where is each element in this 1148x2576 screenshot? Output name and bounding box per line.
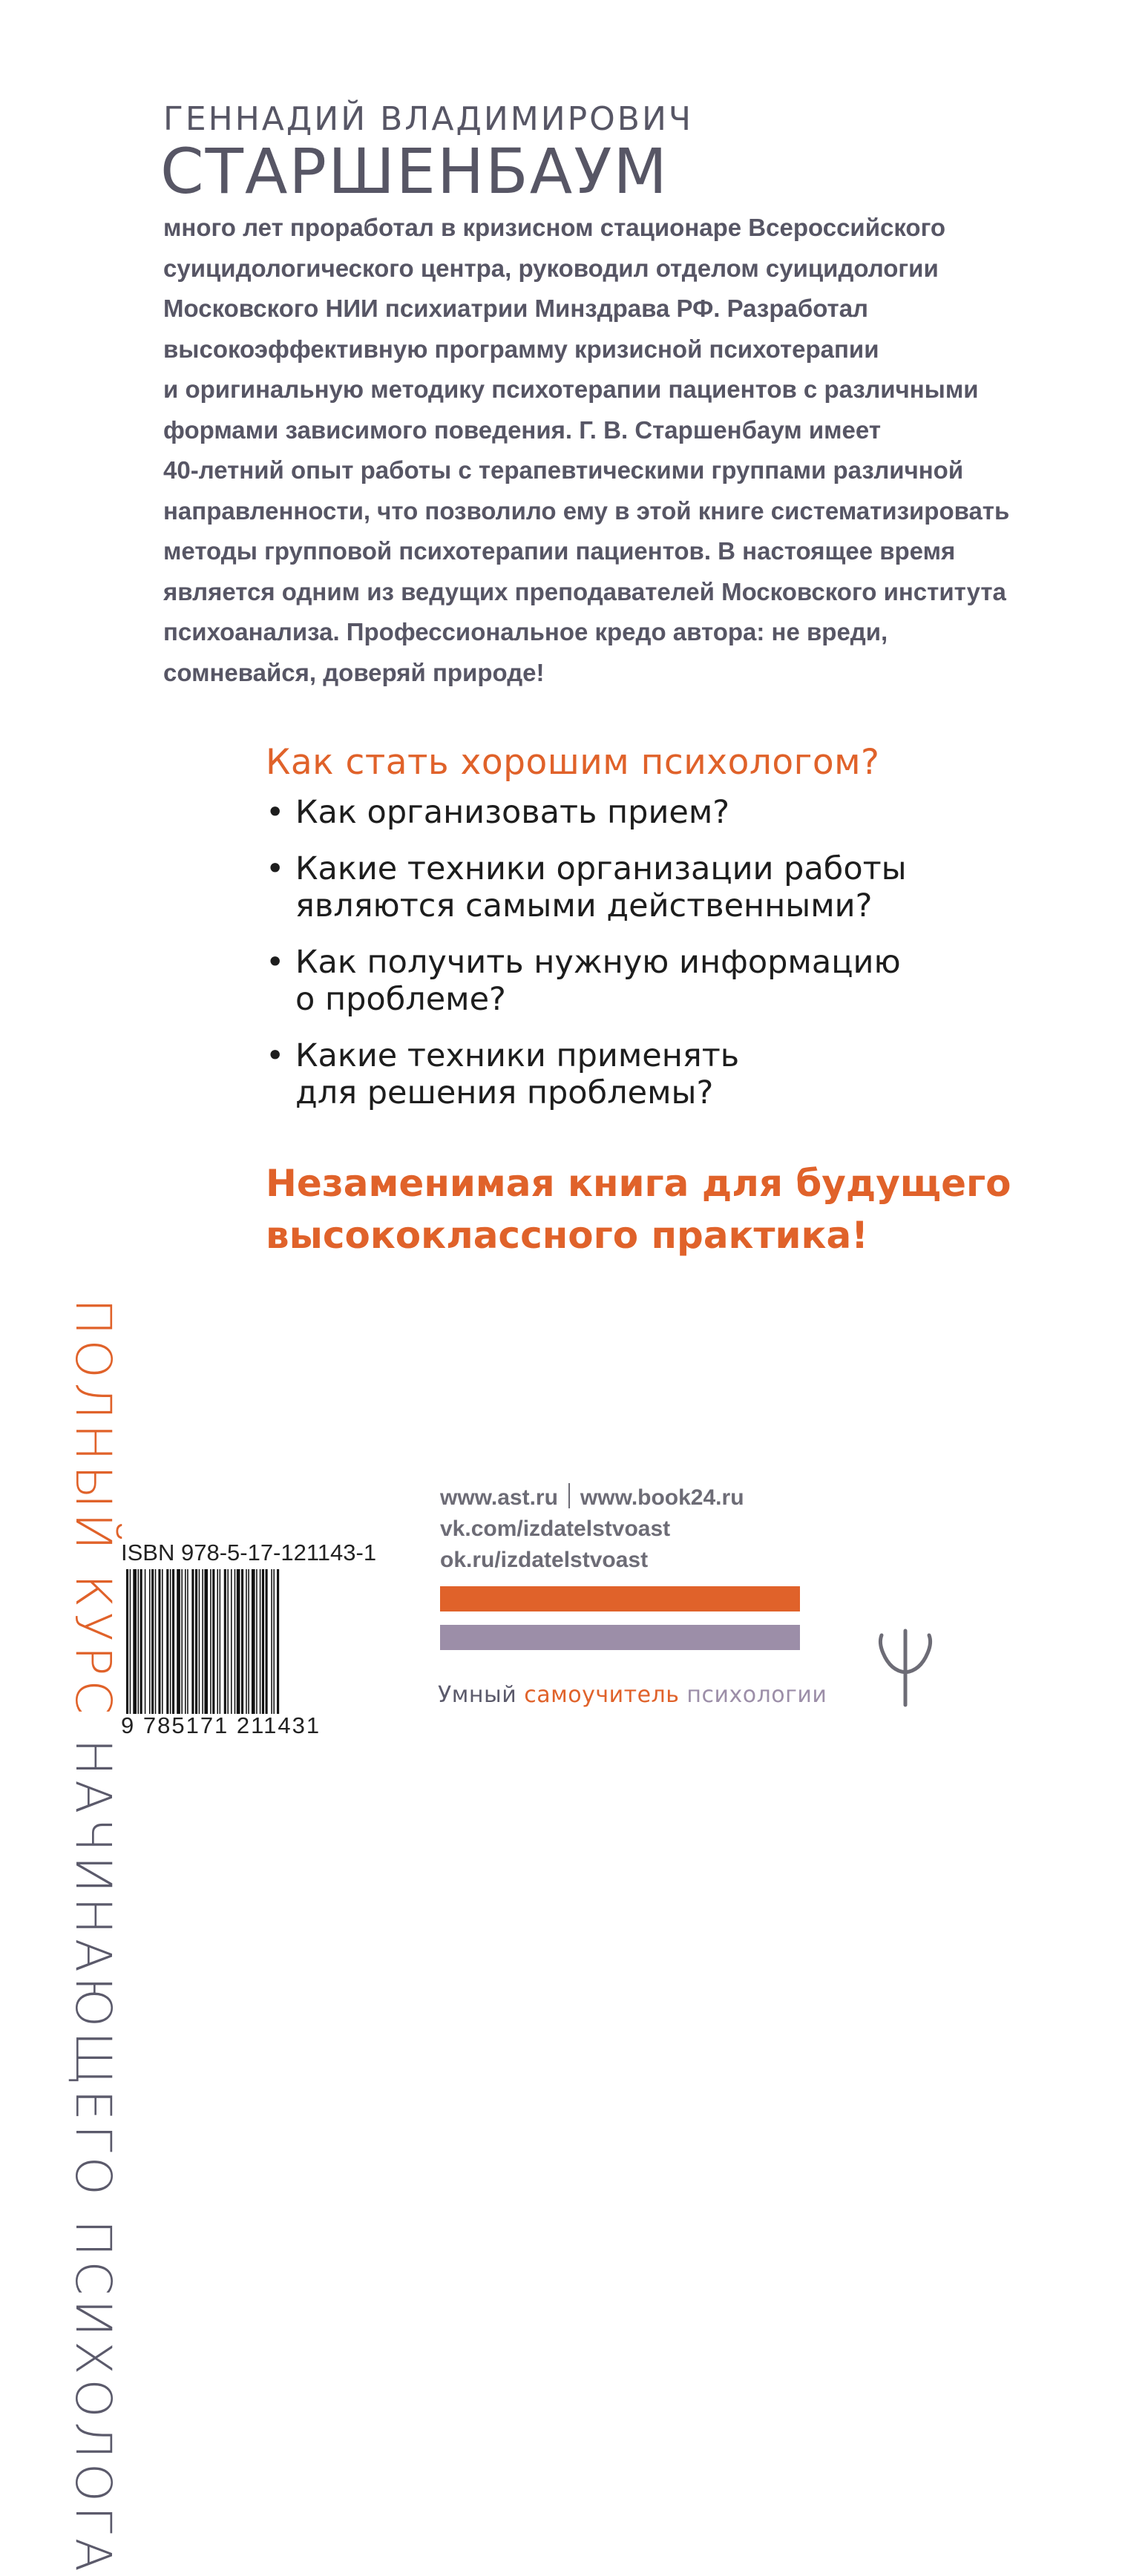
psi-icon <box>876 1625 935 1710</box>
bullet-text-cont: являются самыми действенными? <box>295 887 873 924</box>
bio-line: методы групповой психотерапии пациентов. В настоящее время <box>163 537 956 565</box>
publisher-links <box>440 1482 744 1576</box>
bio-line: суицидологического центра, руководил отделом суицидологии <box>163 254 939 282</box>
bullet-text-cont: о проблеме? <box>295 981 506 1018</box>
bio-line: направленности, что позволило ему в этой книге систематизировать <box>163 496 1010 525</box>
author-first-name: ГЕННАДИЙ ВЛАДИМИРОВИЧ <box>163 100 694 138</box>
promo-tagline <box>266 1157 1082 1261</box>
bullet-dot: • <box>266 850 285 887</box>
list-item <box>266 1037 1045 1111</box>
list-item <box>266 850 1045 924</box>
link-vk[interactable]: vk.com/izdatelstvoast <box>440 1517 671 1541</box>
bio-line: психоанализа. Профессиональное кредо автора: не вреди, <box>163 618 888 645</box>
bio-line: сомневайся, доверяй природе! <box>163 658 545 686</box>
list-item <box>266 944 1045 1018</box>
barcode-digits: 9 785171 211431 <box>121 1712 321 1738</box>
spine-title-part1: ПОЛНЫЙ КУРС <box>65 1298 122 1739</box>
bio-line: высокоэффективную программу кризисной психотерапии <box>163 335 879 363</box>
isbn-label: ISBN 978-5-17-121143-1 <box>121 1540 377 1565</box>
bio-line: является одним из ведущих преподавателей Московского института <box>163 577 1006 605</box>
bullet-text: Какие техники применять <box>295 1037 740 1074</box>
series-title <box>438 1682 827 1708</box>
barcode-image <box>126 1569 350 1714</box>
bullet-dot: • <box>266 944 285 981</box>
list-item <box>266 794 1045 831</box>
series-word-1: Умный <box>438 1682 525 1708</box>
promo-bullet-list <box>266 794 1045 1131</box>
bullet-text: Какие техники организации работы <box>295 850 907 887</box>
bio-line: Московского НИИ психиатрии Минздрава РФ. Разработал <box>163 295 869 322</box>
decor-bar-orange <box>440 1586 800 1611</box>
promo-question: Как стать хорошим психологом? <box>266 742 880 783</box>
bullet-text-cont: для решения проблемы? <box>295 1074 714 1111</box>
bio-line: формами зависимого поведения. Г. В. Старшенбаум имеет <box>163 415 881 444</box>
tagline-line: Незаменимая книга для будущего <box>266 1162 1011 1205</box>
bio-line: много лет проработал в кризисном стационаре Всероссийского <box>163 214 946 241</box>
author-bio <box>163 208 1046 693</box>
bio-line: и оригинальную методику психотерапии пациентов с различными <box>163 375 979 403</box>
link-ast[interactable]: www.ast.ru <box>440 1485 558 1510</box>
bullet-dot: • <box>266 794 285 831</box>
link-ok[interactable]: ok.ru/izdatelstvoast <box>440 1548 649 1572</box>
bio-line: 40-летний опыт работы с терапевтическими группами различной <box>163 456 964 484</box>
tagline-line: высококлассного практика! <box>266 1214 868 1257</box>
series-word-3: психологии <box>686 1682 827 1708</box>
bullet-text: Как организовать прием? <box>295 794 730 831</box>
link-book24[interactable]: www.book24.ru <box>580 1485 744 1510</box>
decor-bar-purple <box>440 1625 800 1650</box>
series-word-2: самоучитель <box>524 1682 687 1708</box>
author-last-name: СТАРШЕНБАУМ <box>160 135 669 208</box>
bullet-text: Как получить нужную информацию <box>295 944 901 981</box>
bullet-dot: • <box>266 1037 285 1074</box>
spine-title <box>65 1298 122 2576</box>
link-separator <box>568 1483 570 1508</box>
spine-title-part2: НАЧИНАЮЩЕГО ПСИХОЛОГА <box>65 1738 122 2576</box>
